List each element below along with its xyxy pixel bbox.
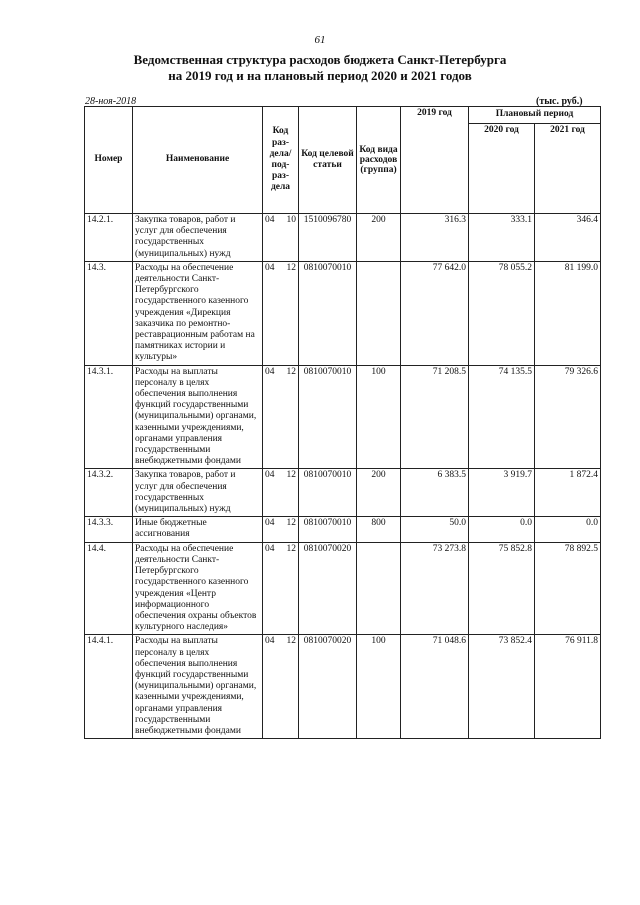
table-row — [85, 261, 601, 365]
row-number: 14.3.3. — [85, 517, 133, 542]
row-subsection: 12 — [286, 518, 296, 529]
units-label: (тыс. руб.) — [536, 96, 583, 107]
row-subsection: 12 — [286, 543, 296, 554]
row-2019: 50.0 — [401, 517, 469, 542]
row-2020: 75 852.8 — [469, 542, 535, 635]
row-target-code: 0810070010 — [299, 365, 357, 469]
row-2019: 71 208.5 — [401, 365, 469, 469]
row-target-code: 1510096780 — [299, 214, 357, 262]
row-section: 04 — [265, 636, 275, 647]
row-name: Иные бюджетные ассигнования — [133, 517, 263, 542]
row-2019: 6 383.5 — [401, 469, 469, 517]
header-section-code: Код раз-дела/ под-раз-дела — [263, 107, 299, 214]
row-name: Закупка товаров, работ и услуг для обеспечения государственных (муниципальных) нужд — [133, 469, 263, 517]
row-2019: 73 273.8 — [401, 542, 469, 635]
row-section-code — [263, 261, 299, 365]
row-2021: 81 199.0 — [535, 261, 601, 365]
row-name: Закупка товаров, работ и услуг для обеспечения государственных (муниципальных) нужд — [133, 214, 263, 262]
row-number: 14.4.1. — [85, 635, 133, 739]
row-section: 04 — [265, 262, 275, 273]
row-section: 04 — [265, 470, 275, 481]
row-section: 04 — [265, 543, 275, 554]
row-2021: 79 326.6 — [535, 365, 601, 469]
row-section-code — [263, 365, 299, 469]
budget-table — [84, 106, 601, 739]
header-number: Номер — [85, 107, 133, 214]
row-expense-code: 200 — [357, 214, 401, 262]
row-target-code: 0810070010 — [299, 469, 357, 517]
row-name: Расходы на выплаты персоналу в целях обеспечения выполнения функций государственными (муниципальными) органами, казенными учреждениями, органами управления государственными внебюджетными фондами — [133, 365, 263, 469]
table-row — [85, 469, 601, 517]
row-target-code: 0810070010 — [299, 261, 357, 365]
row-expense-code: 100 — [357, 365, 401, 469]
row-2019: 316.3 — [401, 214, 469, 262]
row-section: 04 — [265, 366, 275, 377]
row-section-code — [263, 542, 299, 635]
row-section: 04 — [265, 215, 275, 225]
table-row — [85, 635, 601, 739]
header-planned-period: Плановый период — [469, 107, 601, 124]
row-name: Расходы на обеспечение деятельности Санкт-Петербургского государственного казенного учреждения «Центр информационного обеспечения охраны объектов культурного наследия» — [133, 542, 263, 635]
row-2020: 74 135.5 — [469, 365, 535, 469]
budget-rows — [85, 214, 601, 739]
row-expense-code — [357, 261, 401, 365]
row-2021: 0.0 — [535, 517, 601, 542]
table-row — [85, 365, 601, 469]
header-expense-code: Код вида расходов (группа) — [357, 107, 401, 214]
table-row — [85, 214, 601, 262]
row-section-code — [263, 214, 299, 262]
row-2021: 1 872.4 — [535, 469, 601, 517]
header-2020: 2020 год — [469, 124, 535, 214]
row-expense-code — [357, 542, 401, 635]
document-title — [60, 52, 580, 84]
title-line-1: Ведомственная структура расходов бюджета Санкт-Петербурга — [133, 52, 507, 67]
row-target-code: 0810070020 — [299, 635, 357, 739]
row-number: 14.3. — [85, 261, 133, 365]
row-number: 14.3.1. — [85, 365, 133, 469]
row-target-code: 0810070020 — [299, 542, 357, 635]
row-2019: 71 048.6 — [401, 635, 469, 739]
row-subsection: 10 — [286, 215, 296, 225]
row-number: 14.2.1. — [85, 214, 133, 262]
row-2020: 73 852.4 — [469, 635, 535, 739]
header-2021: 2021 год — [535, 124, 601, 214]
row-2021: 346.4 — [535, 214, 601, 262]
row-2021: 76 911.8 — [535, 635, 601, 739]
header-name: Наименование — [133, 107, 263, 214]
row-section-code — [263, 517, 299, 542]
row-name: Расходы на выплаты персоналу в целях обеспечения выполнения функций государственными (муниципальными) органами, казенными учреждениями, органами управления государственными внебюджетными фондами — [133, 635, 263, 739]
table-row — [85, 542, 601, 635]
row-2020: 3 919.7 — [469, 469, 535, 517]
row-number: 14.3.2. — [85, 469, 133, 517]
row-target-code: 0810070010 — [299, 517, 357, 542]
row-name: Расходы на обеспечение деятельности Санкт-Петербургского государственного казенного учреждения «Дирекция заказчика по ремонтно-реставрационным работам на памятниках истории и культуры» — [133, 261, 263, 365]
row-2020: 0.0 — [469, 517, 535, 542]
row-expense-code: 800 — [357, 517, 401, 542]
row-subsection: 12 — [286, 366, 296, 377]
row-subsection: 12 — [286, 262, 296, 273]
row-2021: 78 892.5 — [535, 542, 601, 635]
table-row — [85, 517, 601, 542]
row-2020: 78 055.2 — [469, 261, 535, 365]
document-date: 28-ноя-2018 — [85, 96, 137, 107]
row-2020: 333.1 — [469, 214, 535, 262]
row-section-code — [263, 635, 299, 739]
page-number: 61 — [314, 34, 326, 46]
header-2019: 2019 год — [401, 107, 469, 214]
row-subsection: 12 — [286, 636, 296, 647]
row-section-code — [263, 469, 299, 517]
row-subsection: 12 — [286, 470, 296, 481]
row-expense-code: 200 — [357, 469, 401, 517]
row-expense-code: 100 — [357, 635, 401, 739]
row-2019: 77 642.0 — [401, 261, 469, 365]
title-line-2: на 2019 год и на плановый период 2020 и 2021 годов — [168, 68, 472, 83]
header-target-code: Код целевой статьи — [299, 107, 357, 214]
row-section: 04 — [265, 518, 275, 529]
row-number: 14.4. — [85, 542, 133, 635]
